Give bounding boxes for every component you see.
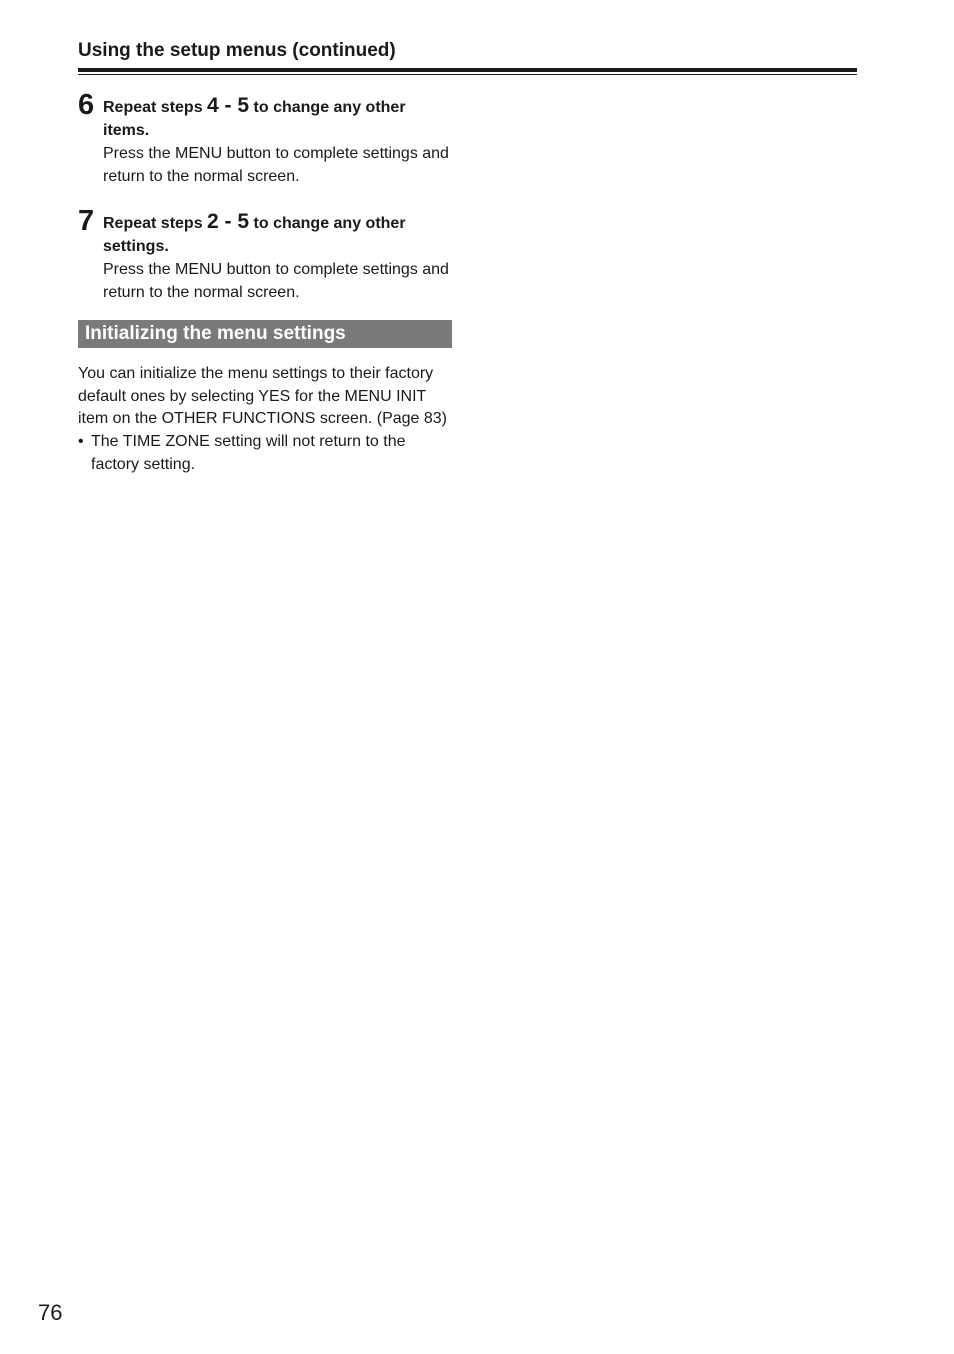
- step-number: 7: [78, 205, 95, 237]
- step-6: [78, 88, 452, 188]
- step-body: Press the MENU button to complete settings and return to the normal screen.: [103, 145, 449, 185]
- page-number: 76: [38, 1300, 63, 1325]
- step-number: 6: [78, 89, 95, 121]
- step-heading: [103, 204, 452, 258]
- section-heading: Initializing the menu settings: [78, 320, 452, 348]
- step-heading-suffix: to change any other settings.: [103, 215, 406, 255]
- header-divider: [78, 68, 857, 72]
- page-header: [78, 38, 857, 72]
- step-body: Press the MENU button to complete settings and return to the normal screen.: [103, 261, 449, 301]
- step-heading-suffix: to change any other items.: [103, 99, 406, 139]
- step-range: 4 - 5: [207, 94, 250, 117]
- step-7: [78, 204, 452, 304]
- step-heading-prefix: Repeat steps: [103, 215, 208, 232]
- content-column: [78, 88, 452, 477]
- step-range: 2 - 5: [207, 210, 250, 233]
- section-paragraph: You can initialize the menu settings to their factory default ones by selecting YES for the MENU INIT item on the OTHER FUNCTIONS screen. (Page 83): [78, 365, 447, 428]
- bullet-text: The TIME ZONE setting will not return to the factory setting.: [91, 433, 406, 473]
- page-title: Using the setup menus (continued): [78, 40, 396, 61]
- step-heading-prefix: Repeat steps: [103, 99, 208, 116]
- bullet-mark: •: [78, 433, 84, 451]
- note-bullet: [78, 431, 452, 476]
- step-heading: [103, 88, 452, 142]
